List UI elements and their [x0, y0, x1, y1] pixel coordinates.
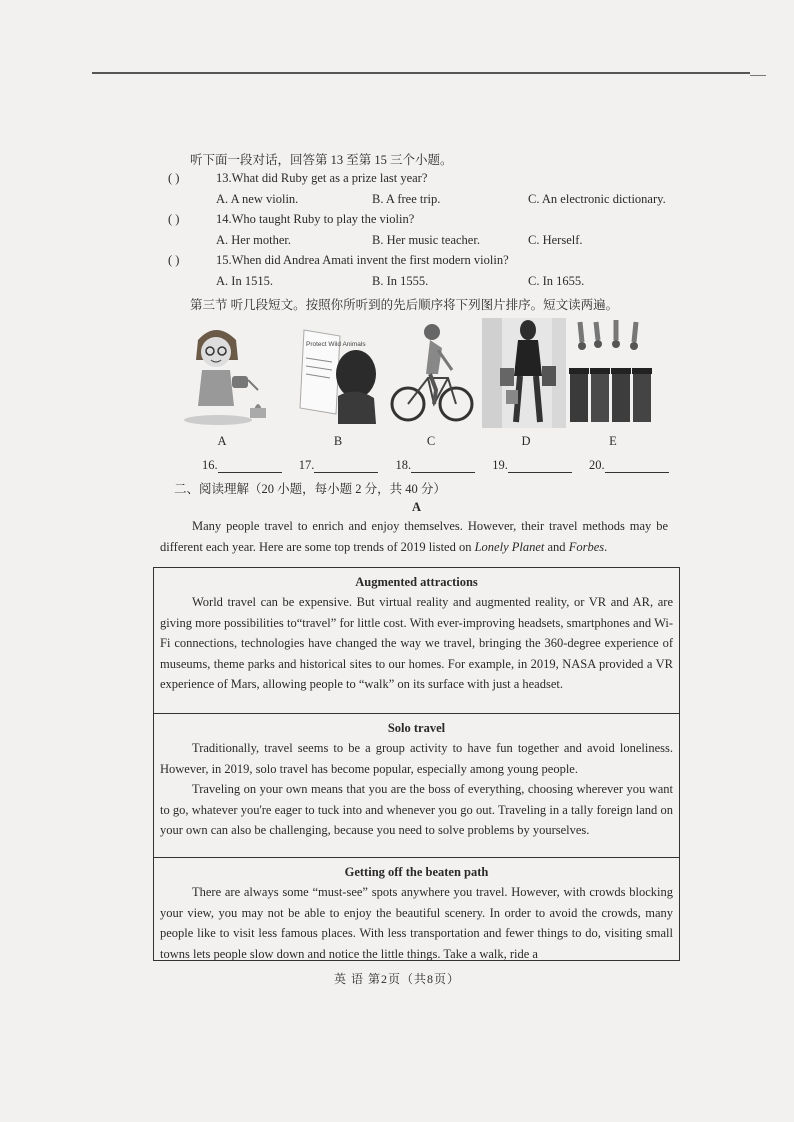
- paragraph: Traveling on your own means that you are the boss of everything, choosing wherever you want to go, whatever you're eager to tuck into and whenever you go out. Traveling in a tally foreign land on your own can also be challenging, because you need to solve problems by yourselves.: [160, 782, 673, 838]
- intro-text: Many people travel to enrich and enjoy themselves. However, their travel methods may be different each year. Here are some top trends of 2019 listed on: [160, 519, 668, 554]
- top-rule: [92, 72, 750, 74]
- section-body-beaten-path: [154, 882, 679, 961]
- q15-option-c: C. In 1655.: [528, 274, 585, 288]
- blank-19-line[interactable]: [508, 460, 572, 473]
- section-augmented-attractions: [153, 567, 680, 714]
- blank-19-label: 19.: [492, 458, 508, 472]
- picture-label-c: C: [426, 434, 436, 448]
- blank-17-line[interactable]: [314, 460, 378, 473]
- intro-end: .: [604, 540, 608, 554]
- q14-option-b: B. Her music teacher.: [372, 233, 480, 247]
- answer-paren-14: ( ): [168, 212, 180, 226]
- blank-17-label: 17.: [298, 458, 315, 472]
- listen-instruction: 听下面一段对话，回答第 13 至第 15 三个小题。: [190, 153, 453, 167]
- blank-20-label: 20.: [589, 458, 605, 472]
- picture-label-a: A: [217, 434, 227, 448]
- section-title-augmented: Augmented attractions: [355, 575, 478, 589]
- page-footer: 英 语 第2页（共8页）: [333, 972, 460, 986]
- question-14-stem: 14.Who taught Ruby to play the violin?: [216, 212, 415, 226]
- source-lonely-planet: Lonely Planet: [474, 540, 545, 554]
- section-beaten-path: [153, 857, 680, 961]
- picture-label-e: E: [609, 434, 617, 448]
- picture-d-shopping-woman: [482, 318, 574, 428]
- q13-option-a: A. A new violin.: [216, 192, 299, 206]
- question-15-stem: 15.When did Andrea Amati invent the first modern violin?: [216, 253, 509, 267]
- section-title-solo: Solo travel: [387, 721, 446, 735]
- picture-label-d: D: [521, 434, 531, 448]
- answer-paren-15: ( ): [168, 253, 180, 267]
- passage-letter: A: [412, 500, 422, 514]
- source-forbes: Forbes: [568, 540, 605, 554]
- blank-18-label: 18.: [395, 458, 412, 472]
- intro-and: and: [544, 540, 569, 554]
- top-rule-tail: [750, 75, 766, 76]
- blank-16-line[interactable]: [218, 460, 282, 473]
- reading-heading: 二、阅读理解（20 小题，每小题 2 分，共 40 分）: [174, 482, 446, 496]
- section-solo-travel: [153, 713, 680, 858]
- section-body-augmented: [154, 592, 679, 695]
- q15-option-b: B. In 1555.: [372, 274, 429, 288]
- blank-20-line[interactable]: [605, 460, 669, 473]
- q13-option-b: B. A free trip.: [372, 192, 441, 206]
- blank-16-label: 16.: [202, 458, 218, 472]
- q14-option-a: A. Her mother.: [216, 233, 291, 247]
- answer-blanks: [202, 458, 683, 473]
- section-title-beaten-path: Getting off the beaten path: [344, 865, 489, 879]
- picture-b-protest-sign: [292, 318, 384, 428]
- paragraph: There are always some “must-see” spots anywhere you travel. However, with crowds blocking your view, you may not be able to enjoy the beautiful scenery. In order to avoid the crowds, many people like to visit less famous places. With less transportation and fewer things to do, visiting small towns lets people slow down and notice the little things. Take a walk, ride a: [160, 885, 673, 961]
- paragraph: Traditionally, travel seems to be a group activity to have fun together and avoid loneliness. However, in 2019, solo travel has become popular, especially among young people.: [160, 741, 673, 776]
- answer-paren-13: ( ): [168, 171, 180, 185]
- picture-e-recycling-bins: [566, 318, 658, 428]
- section-body-solo: [154, 738, 679, 841]
- picture-c-cyclist: [386, 318, 478, 428]
- section3-instruction: 第三节 听几段短文。按照你所听到的先后顺序将下列图片排序。短文读两遍。: [190, 298, 619, 312]
- picture-a-girl-watering: [178, 318, 270, 428]
- picture-label-b: B: [333, 434, 343, 448]
- sign-text: Protect Wild Animals: [306, 341, 366, 348]
- q14-option-c: C. Herself.: [528, 233, 583, 247]
- passage-intro: [160, 516, 668, 558]
- q13-option-c: C. An electronic dictionary.: [528, 192, 666, 206]
- q15-option-a: A. In 1515.: [216, 274, 273, 288]
- blank-18-line[interactable]: [411, 460, 475, 473]
- paragraph: World travel can be expensive. But virtual reality and augmented reality, or VR and AR, are giving more possibilities to“travel” for little cost. With ever-improving headsets, smartphones and Wi-Fi connections, technologies have changed the way we travel, bringing the 360-degree experience of museums, theme parks and historical sites to our homes. For example, in 2019, NASA provided a VR experience of Mars, allowing people to “walk” on its surface with just a headset.: [160, 595, 673, 692]
- question-13-stem: 13.What did Ruby get as a prize last year?: [216, 171, 428, 185]
